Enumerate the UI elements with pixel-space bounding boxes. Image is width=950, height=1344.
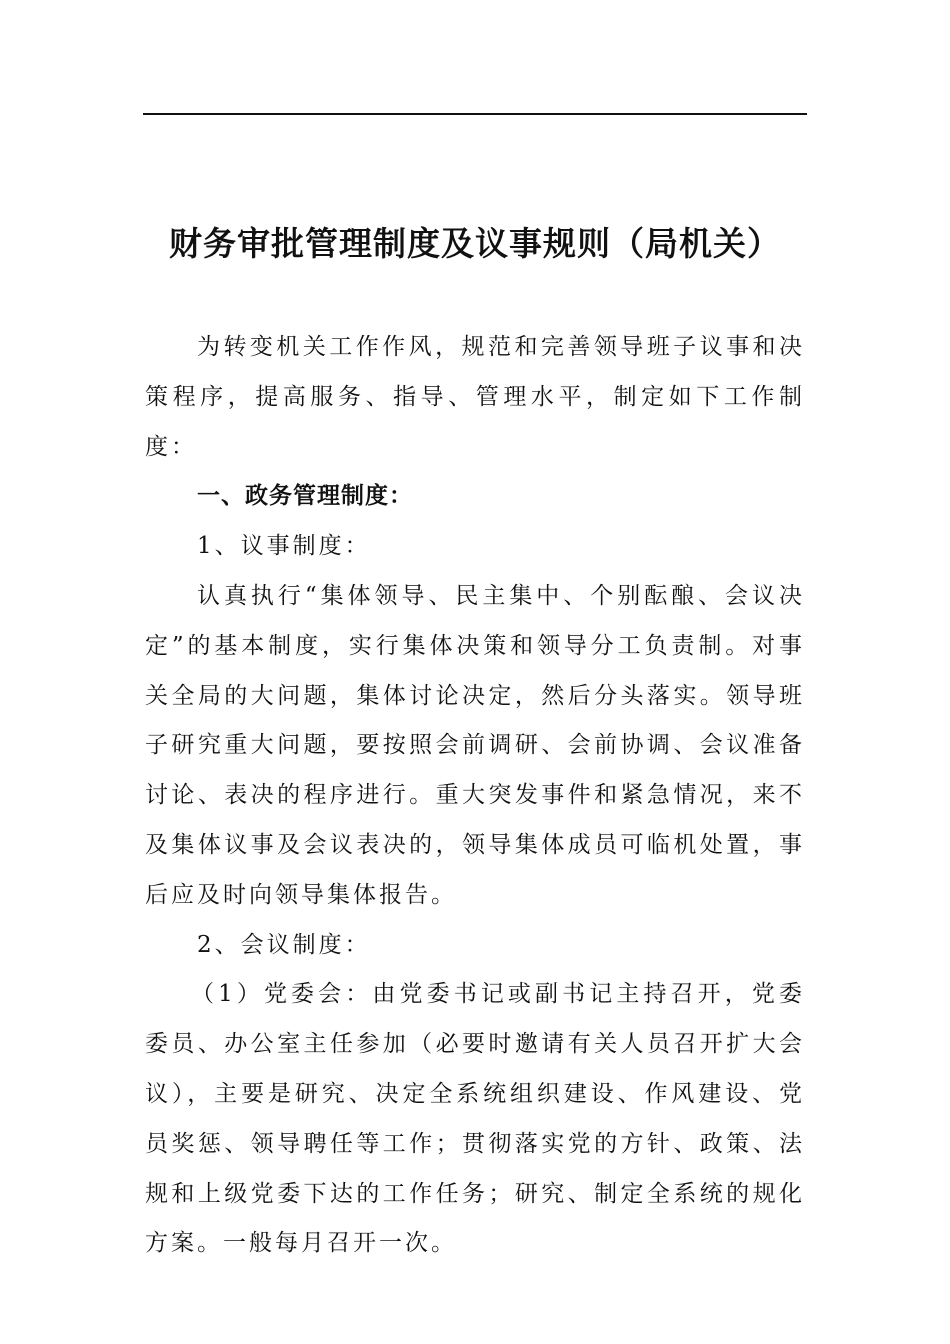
section-heading: 一、政务管理制度：	[197, 483, 413, 510]
intro-paragraph: 为转变机关工作作风，规范和完善领导班子议事和决策程序，提高服务、指导、管理水平，制定如下工作制度：	[145, 334, 805, 460]
document-title: 财务审批管理制度及议事规则（局机关）	[169, 224, 781, 263]
header-rule	[143, 113, 807, 115]
document-body	[145, 323, 805, 1269]
party-committee-paragraph: （1）党委会：由党委书记或副书记主持召开，党委委员、办公室主任参加（必要时邀请有关人员召开扩大会议），主要是研究、决定全系统组织建设、作风建设、党员奖惩、领导聘任等工作；贯彻落实党的方针、政策、法规和上级党委下达的工作任务；研究、制定全系统的规化方案。一般每月召开一次。	[145, 981, 805, 1257]
item-heading-deliberation: 1、议事制度：	[197, 533, 371, 560]
deliberation-paragraph: 认真执行“集体领导、民主集中、个别酝酿、会议决定”的基本制度，实行集体决策和领导分工负责制。对事关全局的大问题，集体讨论决定，然后分头落实。领导班子研究重大问题，要按照会前调研、会前协调、会议准备讨论、表决的程序进行。重大突发事件和紧急情况，来不及集体议事及会议表决的，领导集体成员可临机处置，事后应及时向领导集体报告。	[145, 582, 805, 908]
item-heading-meetings: 2、会议制度：	[197, 931, 371, 958]
